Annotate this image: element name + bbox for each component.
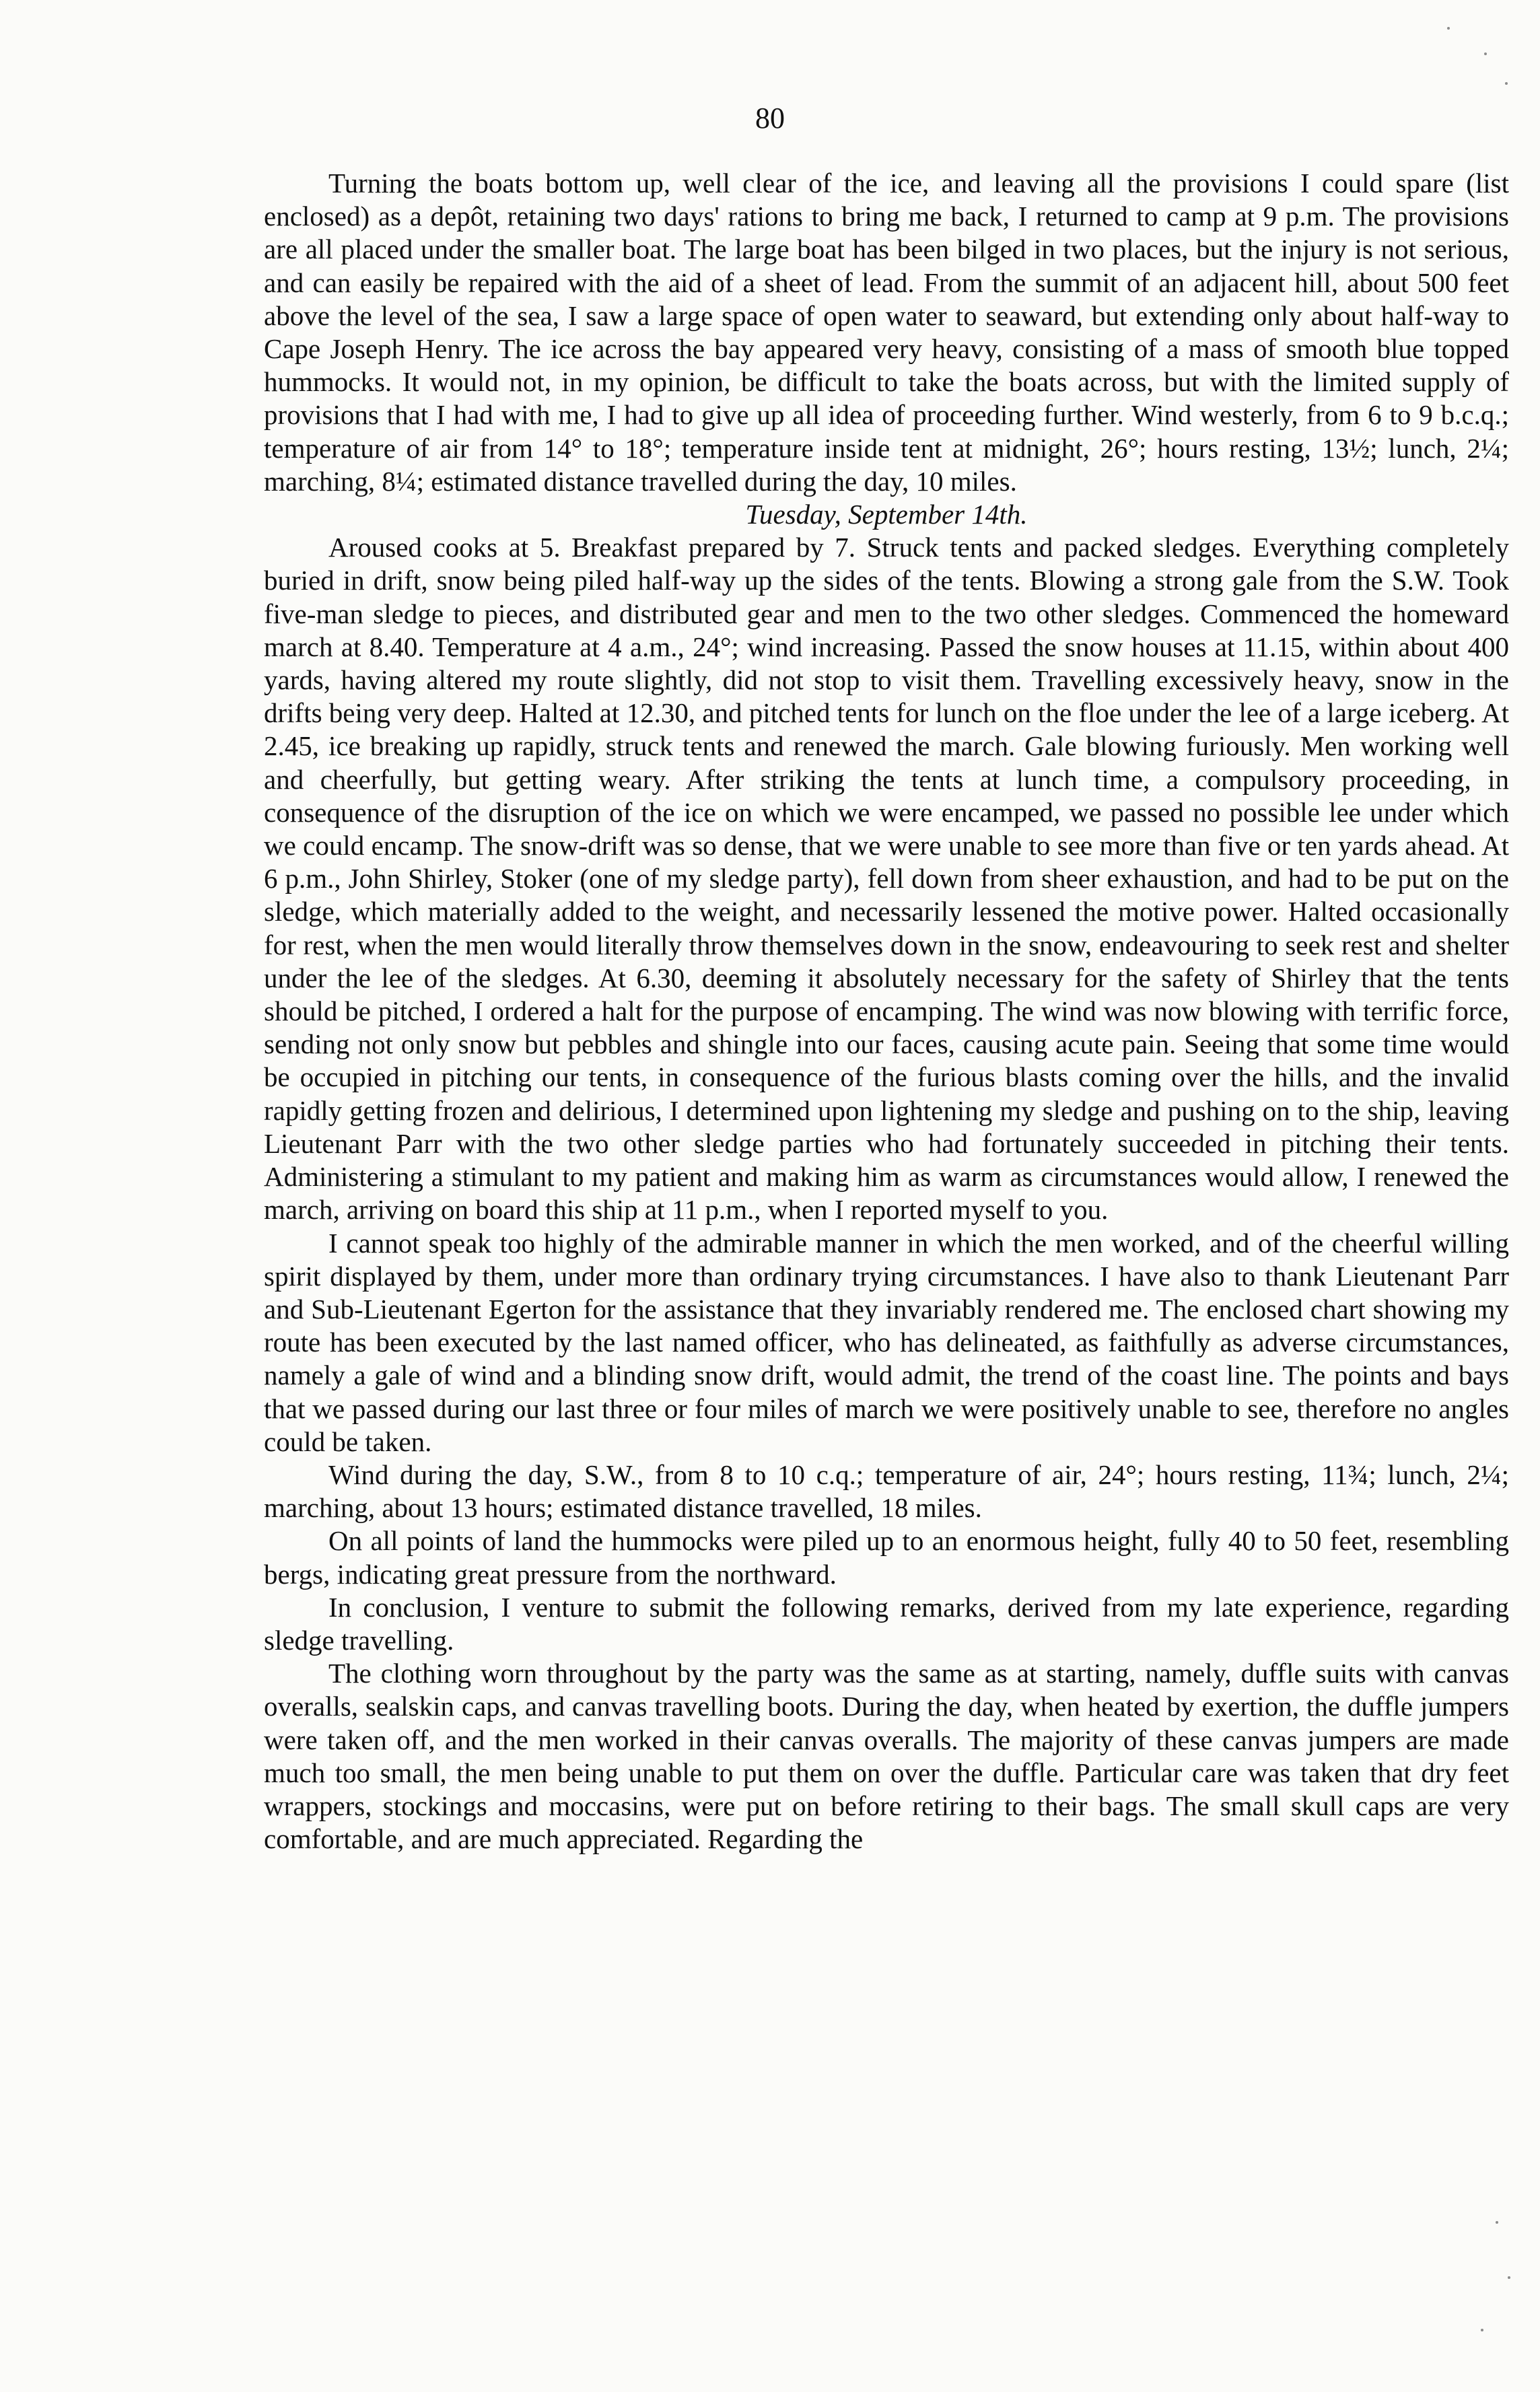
paragraph-depot: Turning the boats bottom up, well clear of the ice, and leaving all the provisions I could spare (list enclosed) as a depôt, retaining two days' rations to bring me back, I returned to camp at 9 p.m. The provisions are all placed under the smaller boat. The large boat has been bilged in two places, but the injury is not serious, and can easily be repaired with the aid of a sheet of lead. From the summit of an adjacent hill, about 500 feet above the level of the sea, I saw a large space of open water to seaward, but extending only about half-way to Cape Joseph Henry. The ice across the bay appeared very heavy, consisting of a mass of smooth blue topped hummocks. It would not, in my opinion, be difficult to take the boats across, but with the limited supply of provisions that I had with me, I had to give up all idea of proceeding further. Wind westerly, from 6 to 9 b.c.q.; temperature of air from 14° to 18°; temperature inside tent at midnight, 26°; hours resting, 13½; lunch, 2¼; marching, 8¼; estimated distance travelled during the day, 10 miles. — [264, 168, 1509, 497]
paragraph-hummocks: On all points of land the hummocks were piled up to an enormous height, fully 40 to 50 feet, resembling bergs, indicating great pressure from the northward. — [264, 1525, 1509, 1590]
paragraph-conclusion: In conclusion, I venture to submit the following remarks, derived from my late experience, regarding sledge travelling. — [264, 1591, 1509, 1656]
date-heading: Tuesday, September 14th. — [745, 499, 1028, 530]
paragraph-clothing: The clothing worn throughout by the party was the same as at starting, namely, duffle suits with canvas overalls, sealskin caps, and canvas travelling boots. During the day, when heated by exertion, the duffle jumpers were taken off, and the men worked in their canvas overalls. The majority of these canvas jumpers are made much too small, the men being unable to put them on over the duffle. Particular care was taken that dry feet wrappers, stockings and moccasins, were put on before retiring to their bags. The small skull caps are very comfortable, and are much appreciated. Regarding the — [264, 1658, 1509, 1855]
page-number: 80 — [755, 102, 785, 135]
scan-speck — [1508, 2276, 1510, 2279]
paragraph-homeward-march: Aroused cooks at 5. Breakfast prepared by 7. Struck tents and packed sledges. Everything completely buried in drift, snow being piled half-way up the sides of the tents. Blowing a strong gale from the S.W. Took five-man sledge to pieces, and distributed gear and men to the two other sledges. Commenced the homeward march at 8.40. Temperature at 4 a.m., 24°; wind increasing. Passed the snow houses at 11.15, within about 400 yards, having altered my route slightly, did not stop to visit them. Travelling excessively heavy, snow in the drifts being very deep. Halted at 12.30, and pitched tents for lunch on the floe under the lee of a large iceberg. At 2.45, ice breaking up rapidly, struck tents and renewed the march. Gale blowing furiously. Men working well and cheerfully, but getting weary. After striking the tents at lunch time, a compulsory proceeding, in consequence of the disruption of the ice on which we were encamped, we passed no possible lee under which we could encamp. The snow-drift was so dense, that we were unable to see more than five or ten yards ahead. At 6 p.m., John Shirley, Stoker (one of my sledge party), fell down from sheer exhaustion, and had to be put on the sledge, which materially added to the weight, and necessarily lessened the motive power. Halted occasionally for rest, when the men would literally throw themselves down in the snow, endeavouring to seek rest and shelter under the lee of the sledges. At 6.30, deeming it absolutely necessary for the safety of Shirley that the tents should be pitched, I ordered a halt for the purpose of encamping. The wind was now blowing with terrific force, sending not only snow but pebbles and shingle into our faces, causing acute pain. Seeing that some time would be occupied in pitching our tents, in consequence of the furious blasts coming over the hills, and the invalid rapidly getting frozen and delirious, I determined upon lightening my sledge and pushing on to the ship, leaving Lieutenant Parr with the two other sledge parties who had fortunately succeeded in pitching their tents. Administering a stimulant to my patient and making him as warm as circumstances would allow, I renewed the march, arriving on board this ship at 11 p.m., when I reported myself to you. — [264, 532, 1509, 1226]
scan-speck — [1447, 27, 1450, 30]
scan-speck — [1505, 82, 1508, 85]
scan-speck — [1496, 2221, 1498, 2224]
scan-speck — [1484, 52, 1487, 55]
paragraph-wind-summary: Wind during the day, S.W., from 8 to 10 c.q.; temperature of air, 24°; hours resting, 11¾; lunch, 2¼; marching, about 13 hours; estimated distance travelled, 18 miles. — [264, 1458, 1509, 1524]
paragraph-acknowledgements: I cannot speak too highly of the admirable manner in which the men worked, and of the cheerful willing spirit displayed by them, under more than ordinary trying circumstances. I have also to thank Lieutenant Parr and Sub-Lieutenant Egerton for the assistance that they invariably rendered me. The enclosed chart showing my route has been executed by the last named officer, who has delineated, as faithfully as adverse circumstances, namely a gale of wind and a blinding snow drift, would admit, the trend of the coast line. The points and bays that we passed during our last three or four miles of march we were positively unable to see, therefore no angles could be taken. — [264, 1227, 1509, 1457]
scan-speck — [1481, 2329, 1483, 2331]
body-text — [264, 167, 1509, 1856]
